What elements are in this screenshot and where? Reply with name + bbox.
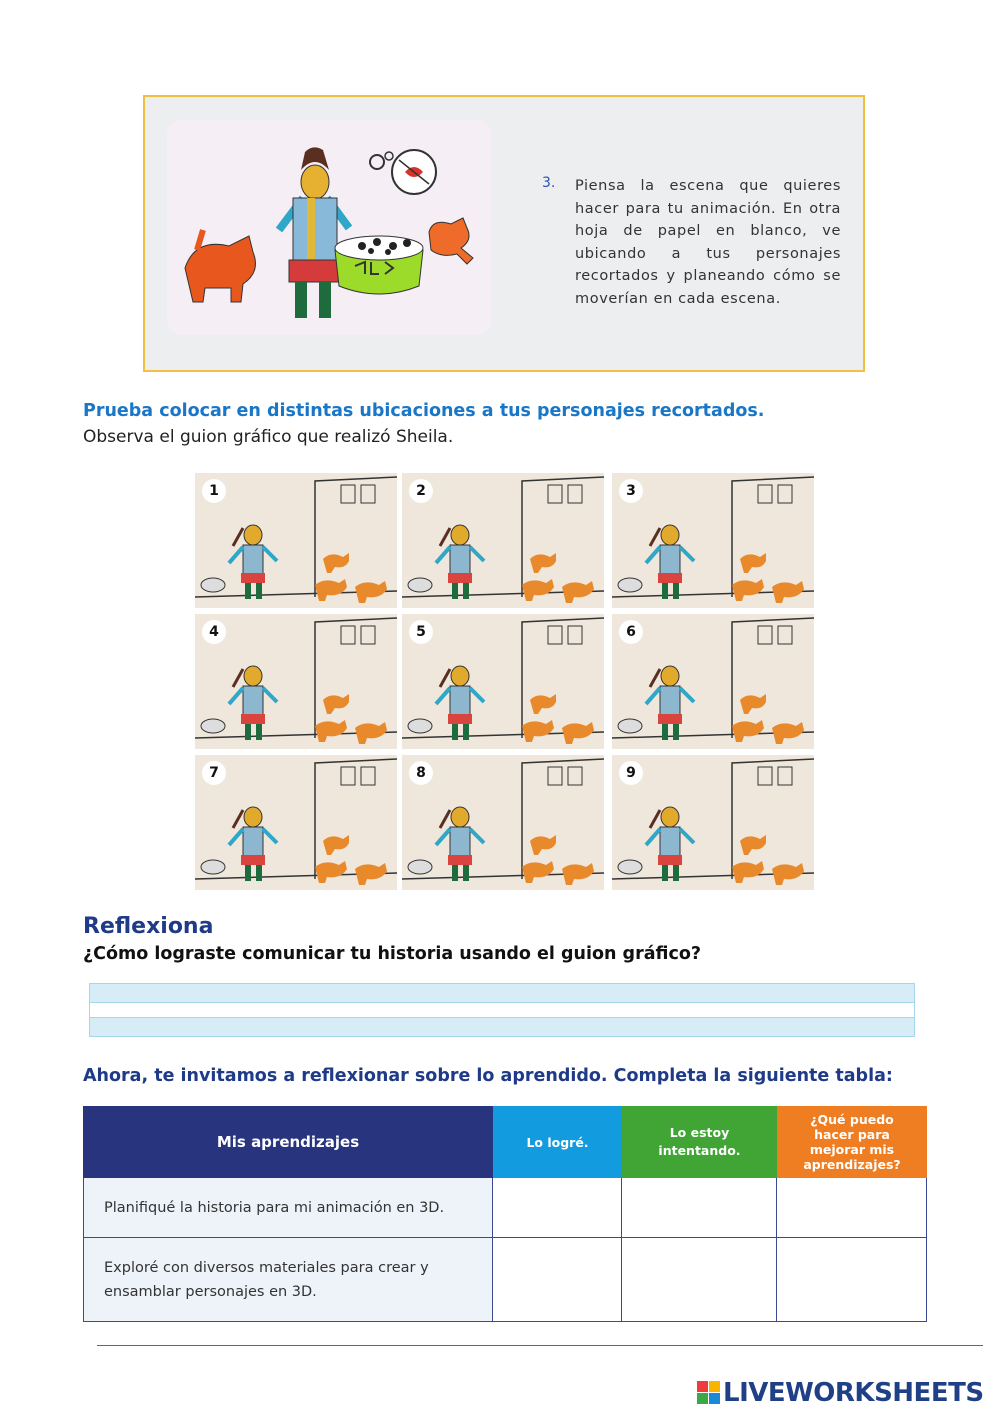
panel-number: 9: [619, 761, 643, 785]
table-row-label: Planifiqué la historia para mi animación en 3D.: [83, 1178, 493, 1238]
panel-number: 5: [409, 620, 433, 644]
instruction-box: [143, 95, 865, 372]
answer-cell-achieved[interactable]: [493, 1238, 622, 1322]
self-assessment-table: [83, 1106, 927, 1322]
reflect-title: Reflexiona: [83, 914, 214, 939]
brand-name: LIVEWORKSHEETS: [723, 1378, 984, 1408]
answer-cell-improve[interactable]: [777, 1178, 927, 1238]
panel-number: 7: [202, 761, 226, 785]
footer-divider: [97, 1345, 983, 1346]
panel-number: 3: [619, 479, 643, 503]
panel-number: 8: [409, 761, 433, 785]
storyboard-grid: [195, 473, 816, 890]
storyboard-panel: [612, 614, 814, 749]
storyboard-panel: [402, 473, 604, 608]
answer-cell-trying[interactable]: [622, 1178, 777, 1238]
table-row-label: Exploré con diversos materiales para crear y ensamblar personajes en 3D.: [83, 1238, 493, 1322]
storyboard-panel: [612, 755, 814, 890]
answer-line: [90, 1017, 914, 1036]
storyboard-heading: Prueba colocar en distintas ubicaciones a tus personajes recortados.: [83, 401, 765, 421]
table-intro: Ahora, te invitamos a reflexionar sobre lo aprendido. Completa la siguiente tabla:: [83, 1066, 893, 1086]
header-lo-estoy-intentando-label: Lo estoy intentando.: [658, 1125, 741, 1158]
answer-line: [90, 984, 914, 1003]
answer-cell-achieved[interactable]: [493, 1178, 622, 1238]
storyboard-panel: [195, 614, 397, 749]
header-mis-aprendizajes: Mis aprendizajes: [83, 1106, 493, 1178]
step-number: 3.: [542, 175, 556, 191]
header-lo-estoy-intentando: [622, 1106, 777, 1178]
storyboard-caption: Observa el guion gráfico que realizó Sheila.: [83, 427, 454, 447]
header-lo-logre: Lo logré.: [493, 1106, 622, 1178]
storyboard-panel: [195, 473, 397, 608]
storyboard-panel: [402, 755, 604, 890]
liveworksheets-logo: [697, 1378, 984, 1408]
reflect-question: ¿Cómo lograste comunicar tu historia usando el guion gráfico?: [83, 944, 702, 964]
liveworksheets-logo-icon: [697, 1381, 721, 1405]
child-drawing-image: [167, 120, 491, 335]
header-que-puedo-mejorar: [777, 1106, 927, 1178]
answer-cell-trying[interactable]: [622, 1238, 777, 1322]
panel-number: 1: [202, 479, 226, 503]
panel-number: 2: [409, 479, 433, 503]
step-instruction-text: Piensa la escena que quieres hacer para tu animación. En otra hoja de papel en blanco, ve ubicando a tus personajes recortados y planeando cómo se moverían en cada escena.: [575, 178, 841, 307]
panel-number: 6: [619, 620, 643, 644]
panel-number: 4: [202, 620, 226, 644]
header-que-puedo-mejorar-label: ¿Qué puedo hacer para mejorar mis aprendizajes?: [803, 1112, 901, 1172]
answer-cell-improve[interactable]: [777, 1238, 927, 1322]
storyboard-panel: [402, 614, 604, 749]
answer-text-field[interactable]: [89, 983, 915, 1037]
storyboard-panel: [612, 473, 814, 608]
storyboard-panel: [195, 755, 397, 890]
